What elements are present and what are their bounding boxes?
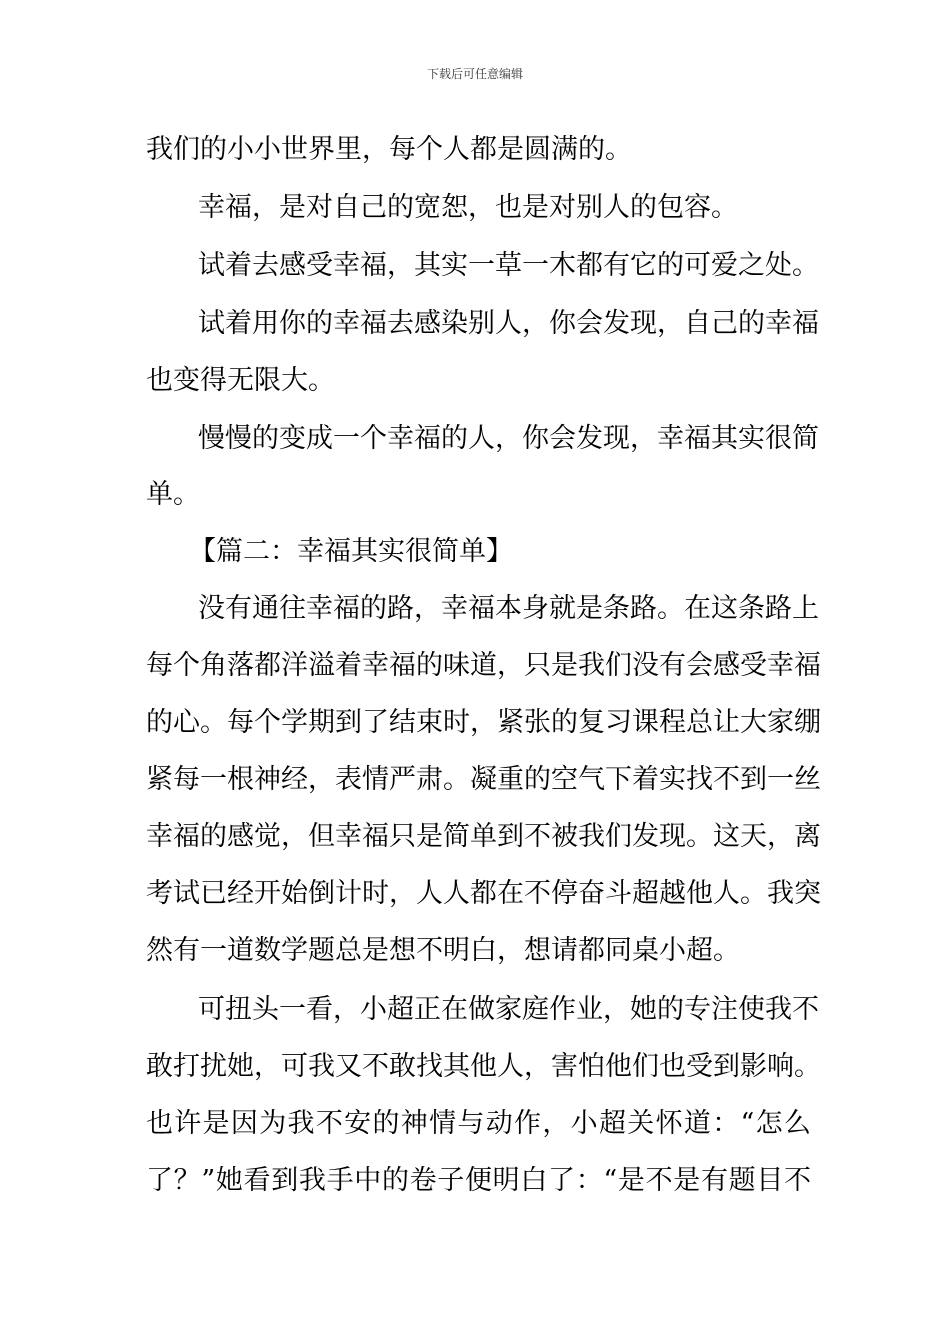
text-line: 每个角落都洋溢着幸福的味道，只是我们没有会感受幸福 bbox=[146, 650, 821, 681]
text-line: 也许是因为我不安的神情与动作，小超关怀道：“怎么 bbox=[146, 1108, 811, 1139]
text-line: 单。 bbox=[146, 479, 200, 510]
text-line: 可扭头一看，小超正在做家庭作业，她的专注使我不 bbox=[198, 994, 819, 1025]
text-line: 没有通往幸福的路，幸福本身就是条路。在这条路上 bbox=[198, 593, 819, 624]
text-line: 然有一道数学题总是想不明白，想请都同桌小超。 bbox=[146, 935, 740, 966]
text-line: 紧每一根神经，表情严肃。凝重的空气下着实找不到一丝 bbox=[146, 764, 821, 795]
text-line: 慢慢的变成一个幸福的人，你会发现，幸福其实很简 bbox=[198, 423, 819, 454]
text-line: 试着去感受幸福，其实一草一木都有它的可爱之处。 bbox=[198, 250, 819, 281]
text-line: 幸福，是对自己的宽恕，也是对别人的包容。 bbox=[198, 192, 738, 223]
text-line: 也变得无限大。 bbox=[146, 365, 335, 396]
page-header: 下载后可任意编辑 bbox=[426, 67, 523, 81]
text-line: 了？”她看到我手中的卷子便明白了：“是不是有题目不 bbox=[146, 1165, 811, 1196]
text-line: 试着用你的幸福去感染别人，你会发现，自己的幸福 bbox=[198, 308, 819, 339]
text-line: 幸福的感觉，但幸福只是简单到不被我们发现。这天，离 bbox=[146, 821, 821, 852]
text-line: 敢打扰她，可我又不敢找其他人，害怕他们也受到影响。 bbox=[146, 1051, 821, 1082]
text-line: 的心。每个学期到了结束时，紧张的复习课程总让大家绷 bbox=[146, 707, 821, 738]
section-heading: 【篇二：幸福其实很简单】 bbox=[189, 536, 513, 567]
text-line: 我们的小小世界里，每个人都是圆满的。 bbox=[146, 134, 632, 165]
text-line: 考试已经开始倒计时，人人都在不停奋斗超越他人。我突 bbox=[146, 878, 821, 909]
